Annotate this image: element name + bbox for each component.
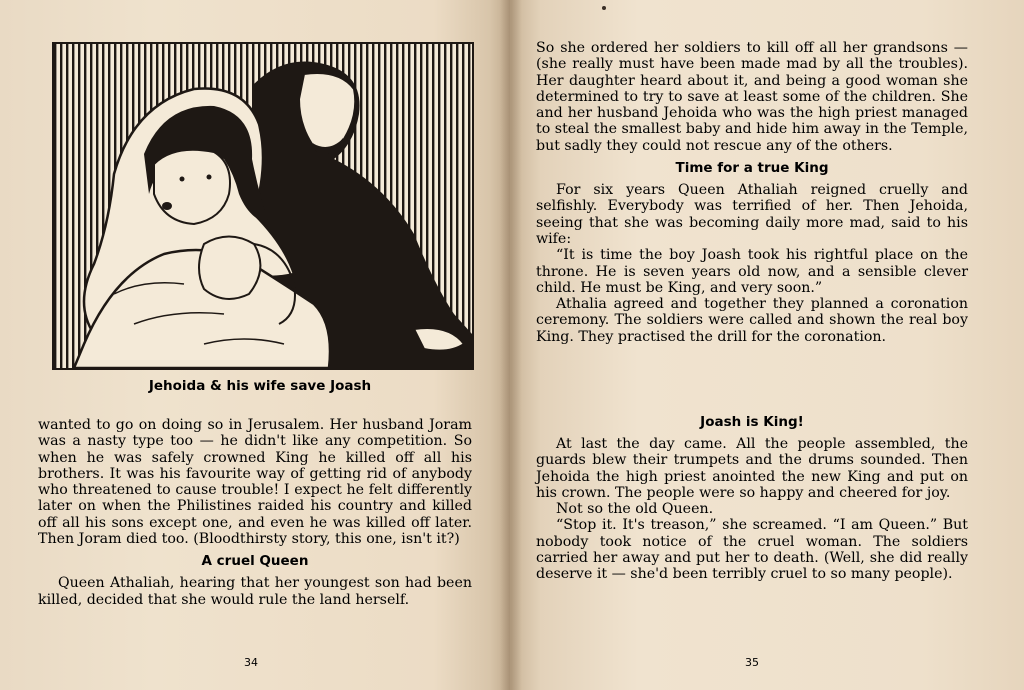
right-paragraph-2: For six years Queen Athaliah reigned cruelly and selfishly. Everybody was terrified of her. Then Jehoida, seeing that she was becoming daily more mad, said to his wife:: [536, 182, 968, 247]
section-heading-cruel-queen: A cruel Queen: [201, 553, 309, 570]
illustration-drawing: [54, 44, 472, 368]
right-paragraph-5: At last the day came. All the people assembled, the guards blew their trumpets and the drums sounded. Then Jehoida the high priest anointed the new King and put on his crown. The people were so happy and cheered for joy.: [536, 436, 968, 501]
page-number-right: 35: [745, 656, 759, 669]
right-paragraph-1: So she ordered her soldiers to kill off all her grandsons — (she really must have been made mad by all the troubles). Her daughter heard about it, and being a good woman she determined to try to save at least some of the children. She and her husband Jehoida who was the high priest managed to steal the smallest baby and hide him away in the Temple, but sadly they could not rescue any of the others.: [536, 40, 968, 154]
right-page-text-top: [536, 40, 968, 345]
right-paragraph-3: “It is time the boy Joash took his rightful place on the throne. He is seven years old now, and a sensible clever child. He must be King, and very soon.”: [536, 247, 968, 296]
book-gutter: [500, 0, 522, 690]
left-paragraph-1: wanted to go on doing so in Jerusalem. Her husband Joram was a nasty type too — he didn't like any competition. So when he was safely crowned King he killed off all his brothers. It was his favourite way of getting rid of anybody who threatened to cause trouble! I expect he felt differently later on when the Philistines raided his country and killed off all his sons except one, and even he was killed off later. Then Joram died too. (Bloodthirsty story, this one, isn't it?): [38, 417, 472, 548]
left-paragraph-2: Queen Athaliah, hearing that her youngest son had been killed, decided that she would rule the land herself.: [38, 575, 472, 608]
left-page-text: [38, 417, 472, 608]
section-heading-joash-king: Joash is King!: [700, 414, 804, 430]
right-page-text-bottom: [536, 414, 968, 583]
right-paragraph-4: Athalia agreed and together they planned a coronation ceremony. The soldiers were called and shown the real boy King. They practised the drill for the coronation.: [536, 296, 968, 345]
right-paragraph-6: Not so the old Queen.: [556, 501, 714, 518]
illustration-caption: Jehoida & his wife save Joash: [148, 378, 372, 394]
illustration: [52, 42, 474, 370]
section-heading-true-king: Time for a true King: [675, 160, 829, 177]
ink-speck: [602, 6, 606, 10]
right-paragraph-7: “Stop it. It's treason,” she screamed. “I am Queen.” But nobody took notice of the cruel woman. The soldiers carried her away and put her to death. (Well, she did really deserve it — she'd been terribly cruel to so many people).: [536, 517, 968, 583]
page-number-left: 34: [244, 656, 258, 669]
